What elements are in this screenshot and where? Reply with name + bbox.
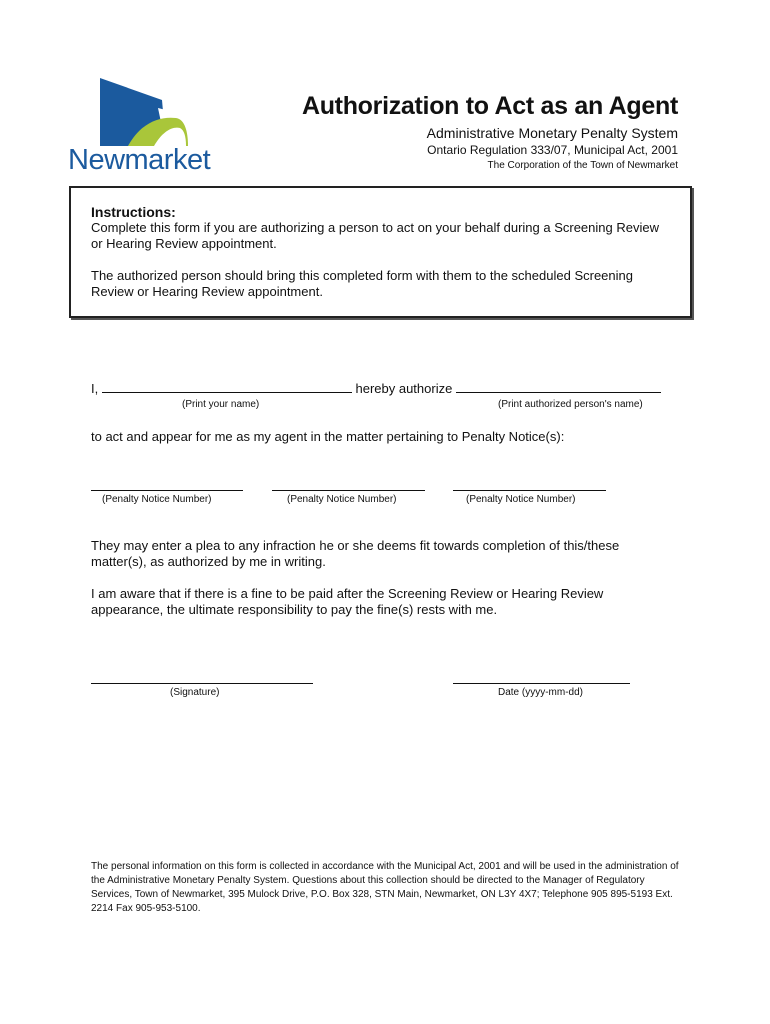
corporation-line: The Corporation of the Town of Newmarket bbox=[487, 160, 678, 171]
principal-name-field[interactable] bbox=[102, 381, 352, 393]
date-field[interactable] bbox=[453, 672, 630, 684]
system-subtitle: Administrative Monetary Penalty System bbox=[426, 125, 678, 141]
principal-name-caption: (Print your name) bbox=[182, 399, 260, 410]
authorization-line bbox=[91, 381, 661, 396]
instructions-heading: Instructions: bbox=[91, 204, 176, 220]
regulation-line: Ontario Regulation 333/07, Municipal Act, 2001 bbox=[427, 143, 678, 157]
penalty-notice-field-2[interactable] bbox=[272, 479, 425, 491]
agent-name-field[interactable] bbox=[456, 381, 661, 393]
instructions-paragraph-2: The authorized person should bring this completed form with them to the scheduled Screening Review or Hearing Review appointment. bbox=[91, 268, 633, 299]
date-caption: Date (yyyy-mm-dd) bbox=[498, 687, 584, 698]
authorization-prefix: I, bbox=[91, 381, 99, 396]
penalty-notice-caption-1: (Penalty Notice Number) bbox=[102, 494, 212, 505]
form-title: Authorization to Act as an Agent bbox=[301, 92, 678, 120]
agent-name-caption: (Print authorized person's name) bbox=[498, 399, 643, 410]
penalty-notice-caption-3: (Penalty Notice Number) bbox=[466, 494, 576, 505]
agent-statement: to act and appear for me as my agent in the matter pertaining to Penalty Notice(s): bbox=[91, 429, 565, 444]
authorization-middle: hereby authorize bbox=[355, 381, 453, 396]
responsibility-statement: I am aware that if there is a fine to be paid after the Screening Review or Hearing Review appearance, the ultimate responsibility to pay the fine(s) rests with me. bbox=[91, 586, 604, 617]
penalty-notice-field-3[interactable] bbox=[453, 479, 606, 491]
newmarket-logo bbox=[66, 78, 216, 178]
penalty-notice-caption-2: (Penalty Notice Number) bbox=[287, 494, 397, 505]
signature-field[interactable] bbox=[91, 672, 313, 684]
plea-statement: They may enter a plea to any infraction he or she deems fit towards completion of this/these matter(s), as authorized by me in writing. bbox=[91, 538, 620, 569]
instructions-box bbox=[69, 186, 692, 318]
signature-caption: (Signature) bbox=[170, 687, 220, 698]
newmarket-logo-mark bbox=[66, 78, 216, 148]
penalty-notice-field-1[interactable] bbox=[91, 479, 243, 491]
privacy-notice: The personal information on this form is collected in accordance with the Municipal Act, 2001 and will be used in the administration of the Administrative Monetary Penalty System. Questions about this collection should be directed to the Manager of Regulatory Services, Town of Newmarket, 395 Mulock Drive, P.O. Box 328, STN Main, Newmarket, ON L3Y 4X7; Telephone 905 895-5193 Ext. 2214 Fax 905-953-5100. bbox=[91, 861, 679, 914]
logo-wordmark: Newmarket bbox=[68, 144, 211, 176]
instructions-paragraph-1: Complete this form if you are authorizing a person to act on your behalf during a Screening Review or Hearing Review appointment. bbox=[91, 220, 659, 251]
